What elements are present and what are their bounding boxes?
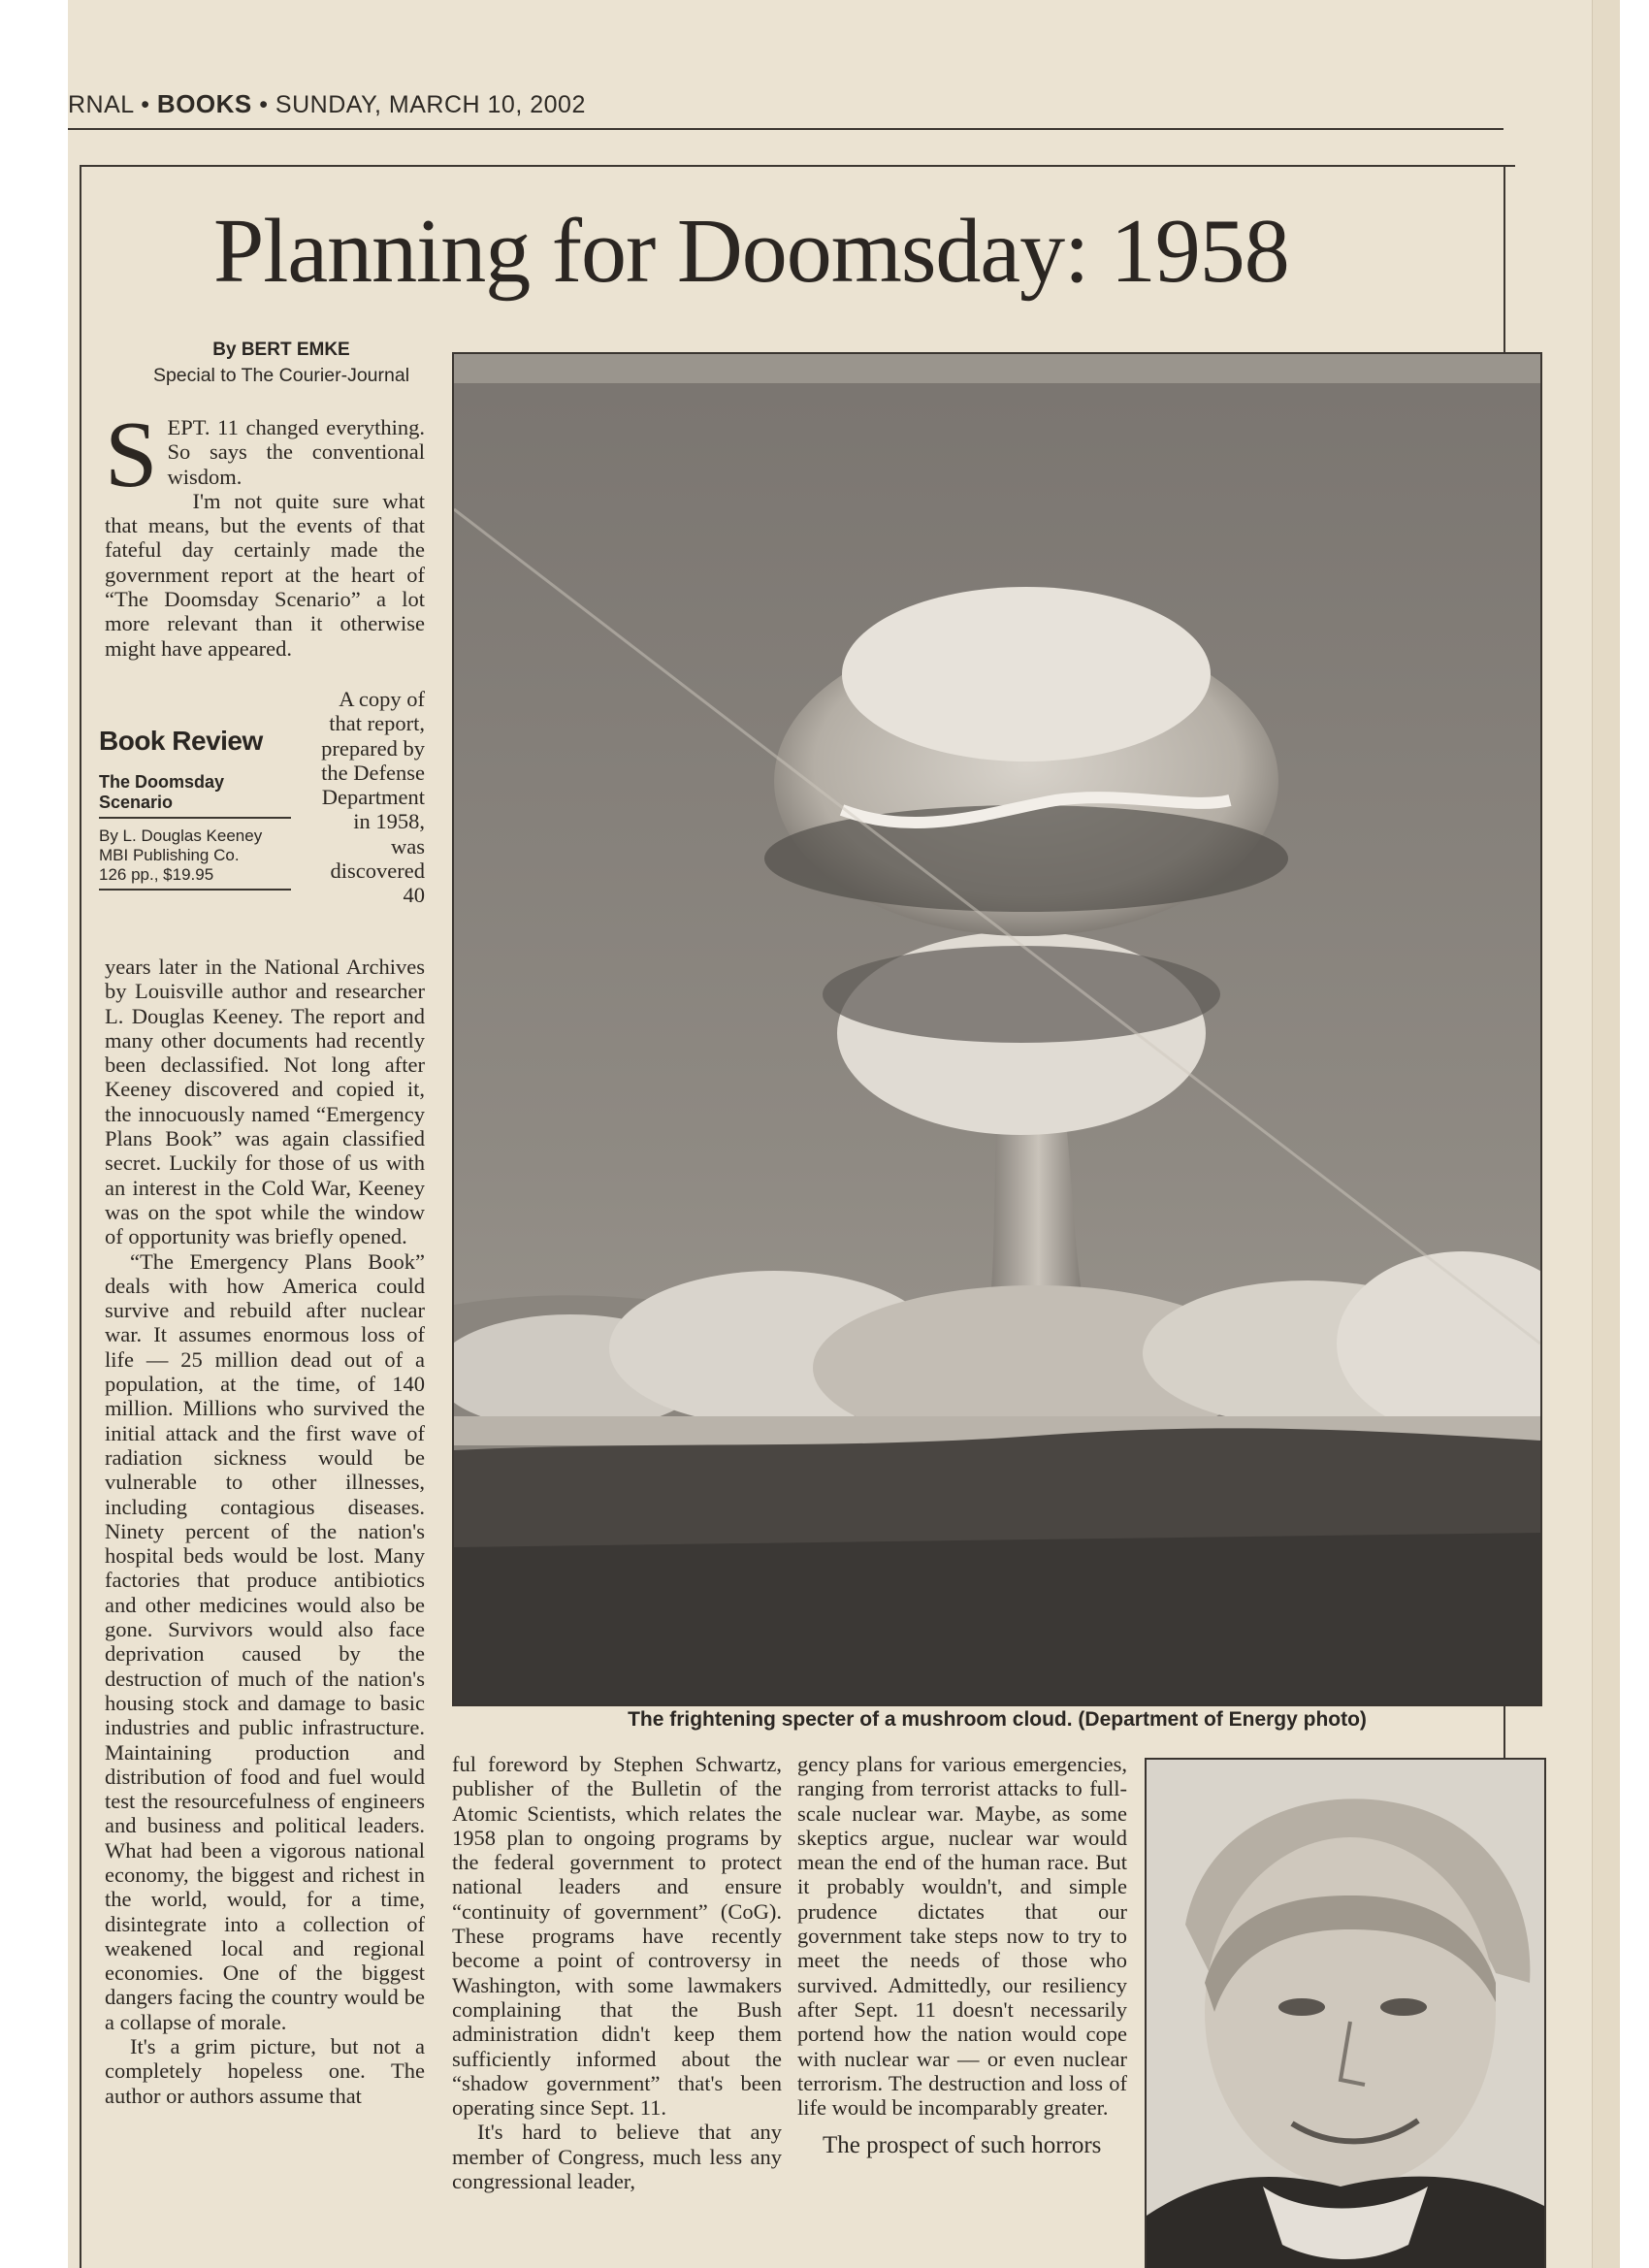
byline: By BERT EMKE (212, 340, 350, 360)
article-col3 (797, 1752, 1127, 2268)
article-col1-bottom (105, 955, 425, 2268)
book-author: By L. Douglas Keeney (99, 826, 263, 845)
article-col1-top (105, 415, 425, 689)
book-details: 126 pp., $19.95 (99, 865, 214, 884)
body-paragraph: I'm not quite sure what that means, but the events of that fateful day certainly made the government report at the heart of “The Doomsday Scenario” a lot more relevant than it otherwise might have appeared. (105, 488, 425, 661)
mushroom-cloud-photo (452, 352, 1542, 1706)
lead-paragraph: EPT. 11 changed everything. So says the conventional wisdom. (167, 415, 425, 489)
byline-affiliation: Special to The Courier-Journal (152, 365, 410, 386)
paper-edge (1592, 0, 1620, 2268)
body-paragraph: years later in the National Archives by Louisville author and researcher L. Douglas Keeney. The report and many other documents had recently been declassified. Not long after Keeney discovered and copied it, the innocuously named “Emergency Plans Book” was again classified secret. Luckily for those of us with an interest in the Cold War, Keeney was on the spot while the window of opportunity was briefly opened. (105, 955, 425, 1249)
article-col2 (452, 1752, 782, 2268)
body-paragraph: gency plans for various emergencies, ranging from terrorist attacks to full-scale nuclear war. Maybe, as some skeptics argue, nuclear war would mean the end of the human race. But it probably wouldn't, and simple prudence dictates that our government take steps now to try to meet the needs of those who survived. Admittedly, our resiliency after Sept. 11 doesn't necessarily portend how the nation would cope with nuclear war — or even nuclear terrorism. The destruction and loss of life would be incomparably greater. (797, 1752, 1127, 2121)
author-portrait (1145, 1758, 1546, 2268)
paper-name-fragment: RNAL (68, 91, 134, 118)
drop-cap: S (105, 415, 158, 507)
review-box-rule (99, 889, 291, 891)
newspaper-clipping (68, 0, 1620, 2268)
book-review-box (99, 726, 291, 898)
article-col1-narrow (314, 687, 425, 955)
page-folio: RNAL • BOOKS • SUNDAY, MARCH 10, 2002 (68, 89, 586, 118)
portrait-image (1147, 1760, 1544, 2268)
body-paragraph: The prospect of such horrors (823, 2132, 1102, 2159)
body-paragraph: “The Emergency Plans Book” deals with how America could survive and rebuild after nuclear war. It assumes enormous loss of life — 25 million dead out of a population, at the time, of 140 million. Millions who survived the initial attack and the first wave of radiation sickness would be vulnerable to other illnesses, including contagious diseases. Ninety percent of the nation's hospital beds would be lost. Many factories that produce antibiotics and other medicines would also be gone. Survivors would also face deprivation caused by the destruction of much of the nation's housing stock and damage to basic industries and public infrastructure. Maintaining production and distribution of food and fuel would test the resourcefulness of engineers and business and political leaders. What had been a vigorous national economy, the biggest and richest in the world, would, for a time, disintegrate into a collection of weakened local and regional economies. One of the biggest dangers facing the country would be a collapse of morale. (105, 1248, 425, 2034)
body-paragraph: It's hard to believe that any member of Congress, much less any congressional leader, (452, 2120, 782, 2194)
section-name: BOOKS (156, 89, 252, 118)
issue-date: SUNDAY, MARCH 10, 2002 (275, 91, 586, 118)
frame-left-rule (80, 165, 81, 2268)
book-title: The Doomsday Scenario (99, 772, 225, 812)
book-review-kicker: Book Review (99, 726, 263, 756)
mushroom-cloud-image (454, 354, 1540, 1704)
body-paragraph: ful foreword by Stephen Schwartz, publisher of the Bulletin of the Atomic Scientists, which relates the 1958 plan to ongoing programs by the federal government to protect national leaders and ensure “continuity of government” (CoG). These programs have recently become a point of controversy in Washington, with some lawmakers complaining that the Bush administration didn't keep them sufficiently informed about the “shadow government” that's been operating since Sept. 11. (452, 1752, 782, 2121)
body-paragraph: It's a grim picture, but not a completely hopeless one. The author or authors assume that (105, 2034, 425, 2108)
photo-caption: The frightening specter of a mushroom cloud. (Department of Energy photo) (628, 1708, 1367, 1731)
scan-margin (0, 0, 68, 2268)
body-paragraph: A copy of that report, prepared by the Defense Department in 1958, was discovered 40 (321, 687, 425, 908)
frame-top-rule (80, 165, 1515, 167)
folio-rule (68, 128, 1504, 130)
byline-block (97, 340, 466, 387)
review-box-rule (99, 817, 291, 819)
headline: Planning for Doomsday: 1958 (213, 201, 1289, 302)
book-publisher: MBI Publishing Co. (99, 846, 240, 864)
